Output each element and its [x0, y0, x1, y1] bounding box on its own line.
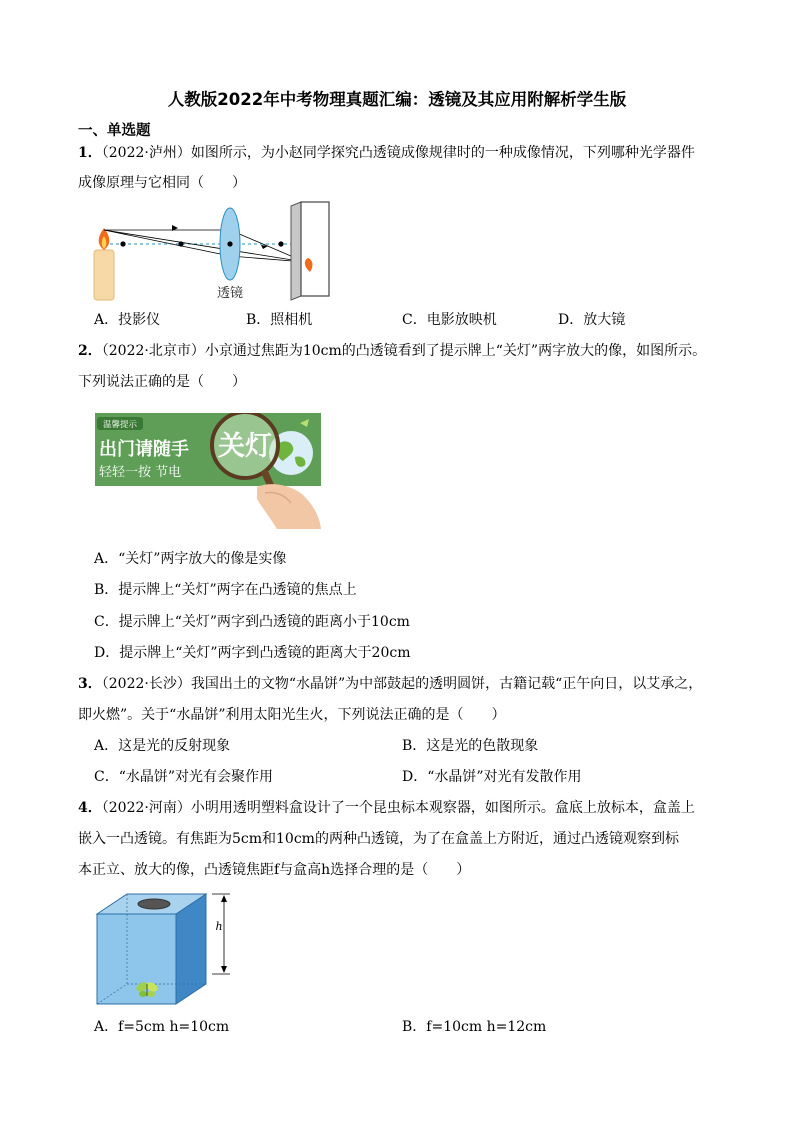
q1-lens-figure	[90, 200, 340, 304]
lens-on-lid-icon	[138, 899, 170, 909]
sign-small-label: 温馨提示	[102, 420, 138, 430]
q4-number: 4．	[78, 800, 102, 816]
q1-option-a: A．投影仪	[94, 312, 161, 328]
height-label: h	[215, 920, 223, 933]
q3-option-c: C．“水晶饼”对光有会聚作用	[94, 769, 274, 785]
q4-text-line3: 本正立、放大的像，凸透镜焦距f与盒高h选择合理的是（ ）	[78, 862, 471, 878]
q2-text-line1: （2022·北京市）小京通过焦距为10cm的凸透镜看到了提示牌上“关灯”两字放大的像，如图所示。	[101, 343, 707, 359]
q4-box-figure	[94, 892, 244, 1008]
q2-sign-photo	[95, 413, 323, 531]
sign-sub-text: 轻轻一按 节电	[99, 465, 182, 480]
q3-option-a: A．这是光的反射现象	[94, 738, 231, 754]
sign-main-text: 出门请随手	[99, 439, 189, 460]
q1-text-line2: 成像原理与它相同（ ）	[78, 175, 246, 191]
q2-number: 2．	[78, 343, 102, 359]
q2-option-b: B．提示牌上“关灯”两字在凸透镜的焦点上	[94, 582, 357, 598]
q4-text-line1: （2022·河南）小明用透明塑料盒设计了一个昆虫标本观察器，如图所示。盒底上放标本，盒盖上	[101, 800, 695, 816]
q2-text-line2: 下列说法正确的是（ ）	[78, 374, 246, 390]
q1-text-line1: （2022·泸州）如图所示，为小赵同学探究凸透镜成像规律时的一种成像情况，下列哪种光学器件	[101, 145, 695, 161]
q1-option-b: B．照相机	[246, 312, 313, 328]
q4-line1	[78, 798, 695, 818]
sign-magnified-text: 关灯	[218, 431, 272, 462]
q4-option-b: B．f=10cm h=12cm	[402, 1019, 547, 1035]
q3-text-line2: 即火燃”。关于“水晶饼”利用太阳光生火，下列说法正确的是（ ）	[78, 707, 506, 723]
candle-icon	[94, 250, 114, 300]
q2-option-a: A．“关灯”两字放大的像是实像	[94, 551, 287, 567]
q2-option-d: D．提示牌上“关灯”两字到凸透镜的距离大于20cm	[94, 645, 411, 661]
q2-option-c: C．提示牌上“关灯”两字到凸透镜的距离小于10cm	[94, 614, 410, 630]
q3-option-d: D．“水晶饼”对光有发散作用	[402, 769, 582, 785]
screen	[301, 202, 329, 296]
q3-option-b: B．这是光的色散现象	[402, 738, 539, 754]
q2-line1	[78, 341, 706, 361]
q3-text-line1: （2022·长沙）我国出土的文物“水晶饼”为中部鼓起的透明圆饼，古籍记载“正午向日，以艾承之，	[101, 676, 703, 692]
q1-line1	[78, 143, 695, 163]
q3-line1	[78, 674, 702, 694]
q1-number: 1．	[78, 145, 102, 161]
q4-option-a: A．f=5cm h=10cm	[94, 1019, 230, 1035]
lens-label: 透镜	[216, 286, 244, 301]
section-heading: 一、单选题	[78, 123, 151, 139]
q3-number: 3．	[78, 676, 102, 692]
q1-option-c: C．电影放映机	[402, 312, 497, 328]
page-title: 人教版2022年中考物理真题汇编：透镜及其应用附解析学生版	[167, 90, 627, 109]
q1-option-d: D．放大镜	[558, 312, 626, 328]
hand-icon	[257, 484, 321, 529]
q4-text-line2: 嵌入一凸透镜。有焦距为5cm和10cm的两种凸透镜，为了在盒盖上方附近，通过凸透镜观察到标	[78, 831, 679, 847]
transparent-box	[97, 914, 176, 1004]
